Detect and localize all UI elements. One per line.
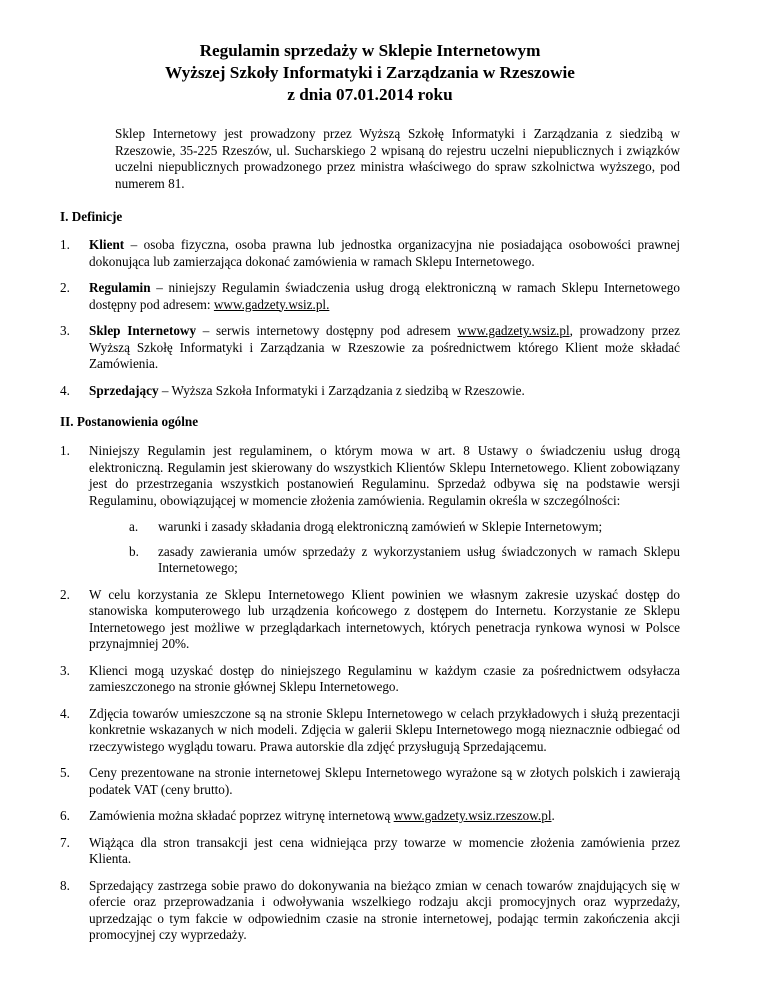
list-item: 8. Sprzedający zastrzega sobie prawo do dokonywania na bieżąco zmian w cenach towarów znajdujących się w ofercie oraz przeprowadzania i odwoływania wszelkiego rodzaju akcji promocyjnych oraz wyprzedaży, uprzedzając o tym fakcie w odpowiednim czasie na stronie internetowej, podając termin zakończenia akcji promocyjnej czy wyprzedaży. <box>60 877 680 942</box>
general-provisions-list <box>60 443 680 944</box>
list-item: 3. Klienci mogą uzyskać dostęp do niniejszego Regulaminu w każdym czasie za pośrednictwem odsyłacza zamieszczonego na stronie głównej Sklepu Internetowego. <box>60 662 680 694</box>
sub-list-item: a. warunki i zasady składania drogą elektroniczną zamówień w Sklepie Internetowym; <box>129 519 603 534</box>
definitions-list <box>60 237 680 399</box>
title-line-2: Wyższej Szkoły Informatyki i Zarządzania w Rzeszowie <box>165 63 575 82</box>
order-site-link[interactable]: www.gadzety.wsiz.rzeszow.pl <box>393 808 552 823</box>
list-item: 5. Ceny prezentowane na stronie internetowej Sklepu Internetowego wyrażone są w złotych polskich i zawierają podatek VAT (ceny brutto). <box>60 765 680 797</box>
list-item: 1. Niniejszy Regulamin jest regulaminem, o którym mowa w art. 8 Ustawy o świadczeniu usług drogą elektroniczną. Regulamin jest skierowany do wszystkich Klientów Sklepu Internetowego. Klient zobowiązany jest do przestrzegania wszystkich postanowień Regulaminu. Sprzedaż odbywa się na podstawie wersji Regulaminu, obowiązującej w momencie złożenia zamówienia. Regulamin określa w szczególności: a. warunki i zasady składania drogą elektroniczną zamówień w Sklepie Internetowym; b. zasady zawierania umów sprzedaży z wykorzystaniem usług świadczonych w ramach Sklepu Internetowego; <box>60 443 680 575</box>
list-item: 3. Sklep Internetowy – serwis internetowy dostępny pod adresem www.gadzety.wsiz.pl, prowadzony przez Wyższą Szkołę Informatyki i Zarządzania w Rzeszowie za pośrednictwem którego Klient może składać Zamówienia. <box>60 323 680 371</box>
list-item: 2. W celu korzystania ze Sklepu Internetowego Klient powinien we własnym zakresie uzyskać dostęp do stanowiska komputerowego lub urządzenia końcowego z dostępem do Internetu. Korzystanie ze Sklepu Internetowego jest możliwe w przeglądarkach internetowych, których penetracja rynkowa wynosi w Polsce przynajmniej 20%. <box>60 586 680 651</box>
sub-list-item: b. zasady zawierania umów sprzedaży z wykorzystaniem usług świadczonych w ramach Sklepu Internetowego; <box>129 543 680 575</box>
title-line-3: z dnia 07.01.2014 roku <box>287 85 453 104</box>
section-definitions-heading: I. Definicje <box>60 209 123 224</box>
section-general-heading: II. Postanowienia ogólne <box>60 414 199 429</box>
sub-list <box>89 519 680 577</box>
list-item: 6. Zamówienia można składać poprzez witrynę internetową www.gadzety.wsiz.rzeszow.pl. <box>60 808 555 823</box>
regulamin-link[interactable]: www.gadzety.wsiz.pl. <box>213 296 330 312</box>
list-item: 1. Klient – osoba fizyczna, osoba prawna lub jednostka organizacyjna nie posiadająca osobowości prawnej dokonująca lub zamierzająca dokonać zamówienia w ramach Sklepu Internetowego. <box>60 237 680 269</box>
list-item: 2. Regulamin – niniejszy Regulamin świadczenia usług drogą elektroniczną w ramach Sklepu Internetowego dostępny pod adresem: www.gadzety.wsiz.pl. <box>60 280 680 312</box>
list-item: 4. Zdjęcia towarów umieszczone są na stronie Sklepu Internetowego w celach przykładowych i służą prezentacji konkretnie wskazanych w nich modeli. Zdjęcia w galerii Sklepu Internetowego mogą nieznacznie odbiegać od rzeczywistego wyglądu towaru. Prawa autorskie dla zdjęć przysługują Sprzedającemu. <box>60 705 680 754</box>
intro-paragraph: Sklep Internetowy jest prowadzony przez Wyższą Szkołę Informatyki i Zarządzania z siedzibą w Rzeszowie, 35-225 Rzeszów, ul. Sucharskiego 2 wpisaną do rejestru uczelni niepublicznych i związków uczelni niepublicznych prowadzonego przez ministra właściwego do spraw szkolnictwa wyższego, pod numerem 81. <box>115 126 680 191</box>
list-item: 4. Sprzedający – Wyższa Szkoła Informatyki i Zarządzania z siedzibą w Rzeszowie. <box>60 382 525 398</box>
list-item: 7. Wiążąca dla stron transakcji jest cena widniejąca przy towarze w momencie złożenia zamówienia przez Klienta. <box>60 834 680 866</box>
title-line-1: Regulamin sprzedaży w Sklepie Internetowym <box>199 41 541 60</box>
shop-link[interactable]: www.gadzety.wsiz.pl <box>457 323 570 338</box>
document-title <box>60 40 680 106</box>
